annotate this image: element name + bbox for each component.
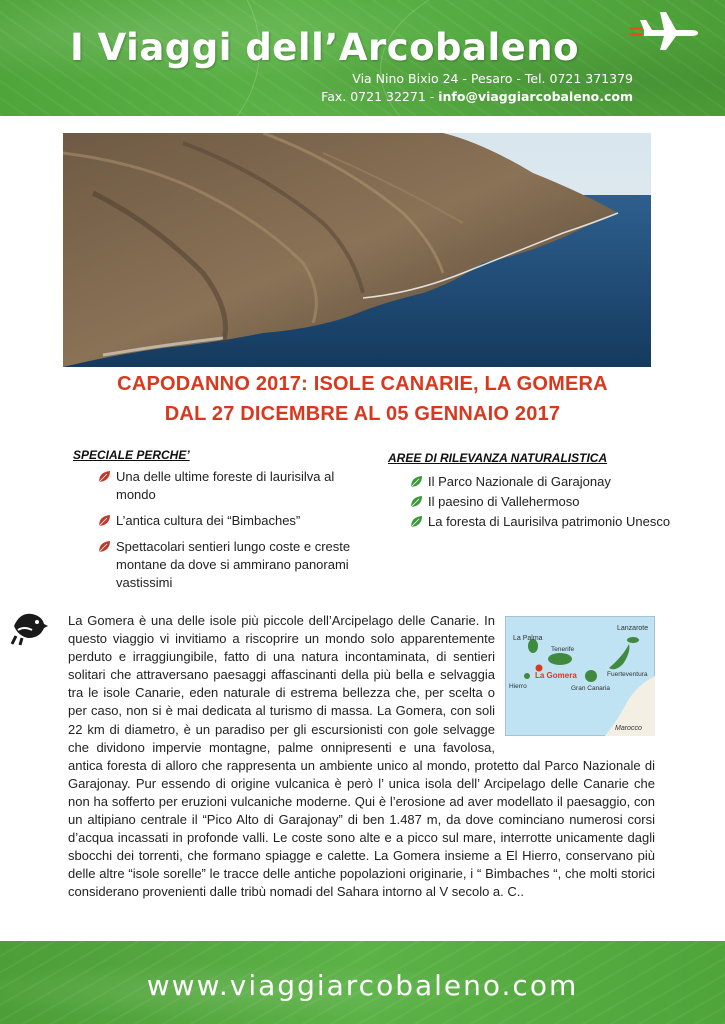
airplane-icon <box>630 8 702 52</box>
aree-heading: AREE DI RILEVANZA NATURALISTICA <box>388 451 608 465</box>
list-item <box>98 468 358 504</box>
map-label-hierro: Hierro <box>509 683 527 690</box>
map-label-marocco: Marocco <box>615 725 642 732</box>
speciale-heading: SPECIALE PERCHE’ <box>73 448 190 462</box>
speciale-list <box>98 468 358 600</box>
list-item <box>410 473 700 491</box>
list-item <box>410 493 700 511</box>
brand-title: I Viaggi dell’Arcobaleno <box>70 26 580 69</box>
trip-title: CAPODANNO 2017: ISOLE CANARIE, LA GOMERA <box>117 373 608 395</box>
list-item-label: Il paesino di Vallehermoso <box>428 494 580 509</box>
list-item-label: Una delle ultime foreste di laurisilva al mondo <box>116 469 335 502</box>
map-label-lanzarote: Lanzarote <box>617 625 649 632</box>
leaf-icon <box>410 495 423 508</box>
aree-list <box>410 473 700 533</box>
description-text <box>68 612 655 902</box>
list-item-label: L’antica cultura dei “Bimbaches” <box>116 513 301 528</box>
leaf-icon <box>410 475 423 488</box>
canary-islands-map <box>505 616 655 736</box>
leaf-icon <box>98 514 111 527</box>
map-label-lagomera: La Gomera <box>535 671 577 680</box>
list-item <box>98 538 358 592</box>
website-link[interactable]: www.viaggiarcobaleno.com <box>146 969 579 1002</box>
map-label-lapalma: La Palma <box>513 635 543 642</box>
trip-dates: DAL 27 DICEMBRE AL 05 GENNAIO 2017 <box>164 403 561 425</box>
map-label-grancanaria: Gran Canaria <box>571 685 611 692</box>
list-item-label: Il Parco Nazionale di Garajonay <box>428 474 611 489</box>
map-label-fuerteventura: Fuerteventura <box>607 671 648 678</box>
coastline-photo <box>63 133 651 367</box>
list-item-label: Spettacolari sentieri lungo coste e creste montane da dove si ammirano panorami vastissimi <box>116 539 351 590</box>
header-banner <box>0 0 725 116</box>
address-line: Via Nino Bixio 24 - Pesaro - Tel. 0721 371379 <box>352 71 633 86</box>
list-item <box>410 513 700 531</box>
leaf-icon <box>98 540 111 553</box>
footer-banner <box>0 941 725 1024</box>
description-paragraph: La Gomera è una delle isole più piccole dell’Arcipelago delle Canarie. In questo viaggio vi invitiamo a riscoprire un mondo solo apparentemente perduto e irraggiungibile, fatto di una natura incontaminata, di sentieri solitari che attraversano paesaggi affascinanti della più bella e selvaggia tra le isole Canarie, eden naturale di estrema bellezza che, per scelta o per caso, non si è mai dedicata al turismo di massa. La Gomera, con soli 22 km di diametro, è un paradiso per gli escursionisti con gole selvagge che dividono impervie montagne, palme onnipresenti e una favolosa, antica foresta di alloro che rappresenta un ambiente unico al mondo, protetto dal Parco Nazionale di Garajonay. Pur essendo di origine vulcanica è però l’ unica isola dell’ Arcipelago delle Canarie che non ha sofferto per eruzioni vulcaniche moderne. Qui è l’erosione ad aver modellato il paesaggio, con un altipiano centrale il “Pico Alto di Garajonay” di ben 1.487 m, da dove cominciano numerosi corsi d’acqua incassati in profonde valli. Le coste sono alte e a picco sul mare, interrotte unicamente dagli sbocchi dei torrenti, che formano spiagge e calette. La Gomera insieme a El Hierro, conservano più delle altre “isole sorelle” le tracce delle antiche popolazioni originarie, i “ Bimbaches “, che molti storici considerano provenienti dalle tribù nomadi del Sahara intorno al V secolo a. C.. <box>68 613 655 900</box>
list-item <box>98 512 358 530</box>
list-item-label: La foresta di Laurisilva patrimonio Unesco <box>428 514 671 529</box>
leaf-icon <box>98 470 111 483</box>
leaf-icon <box>410 515 423 528</box>
map-label-tenerife: Tenerife <box>551 646 575 653</box>
fax-line <box>321 89 633 104</box>
bird-icon <box>10 606 50 646</box>
fax-text: Fax. 0721 32271 - <box>321 89 439 104</box>
email-link[interactable]: info@viaggiarcobaleno.com <box>438 89 633 104</box>
